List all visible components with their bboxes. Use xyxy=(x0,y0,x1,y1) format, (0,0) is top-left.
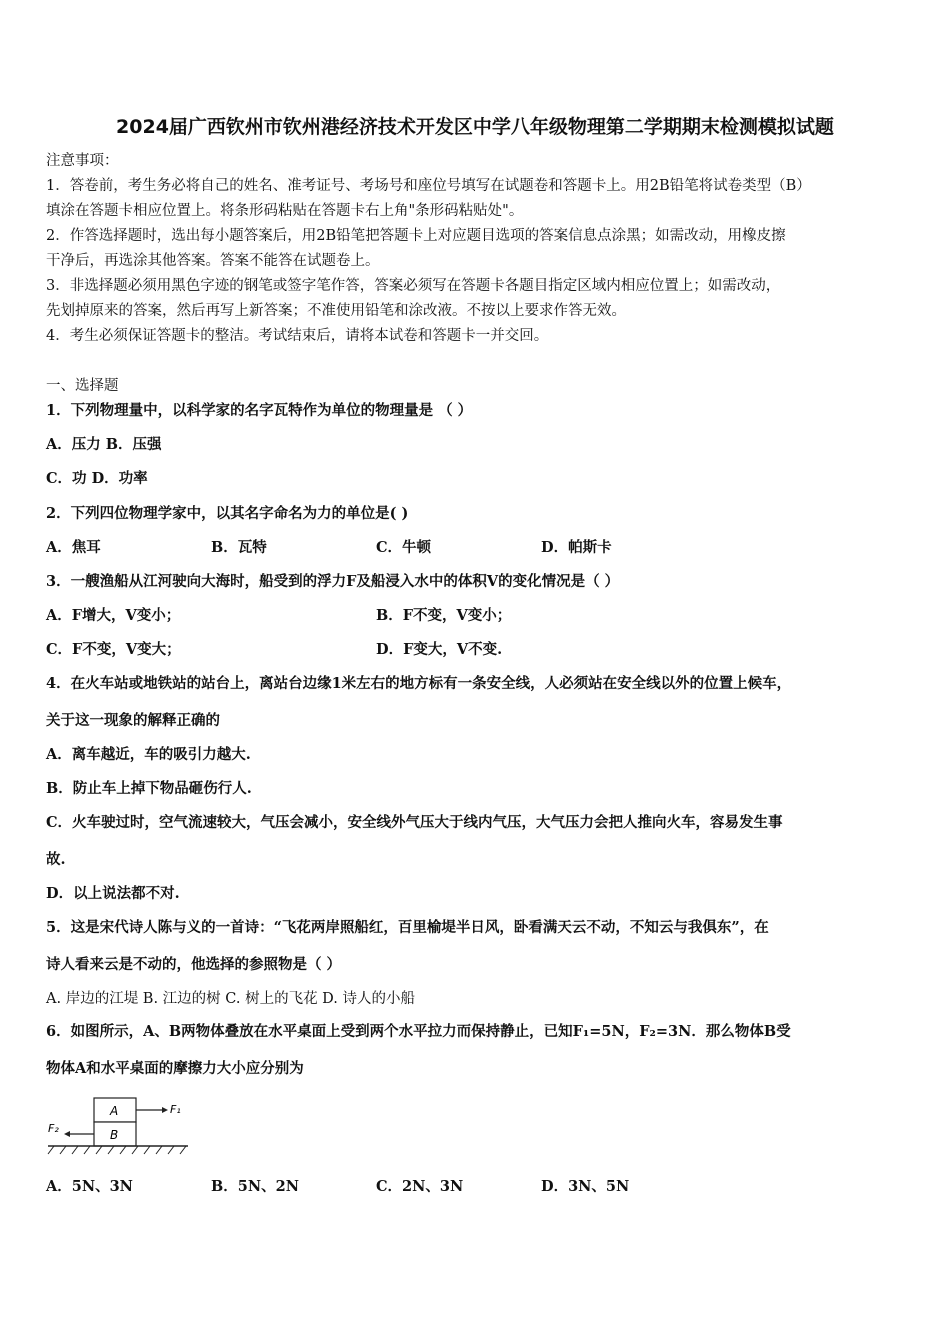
question-4-stem: 关于这一现象的解释正确的 xyxy=(46,712,220,729)
question-6-option-c: C．2N、3N xyxy=(376,1178,464,1195)
notice-line: 干净后，再选涂其他答案。答案不能答在试题卷上。 xyxy=(46,253,380,269)
block-b-label: B xyxy=(110,1128,119,1142)
question-6-stem: 物体A和水平桌面的摩擦力大小应分别为 xyxy=(46,1060,304,1077)
notice-line: 3．非选择题必须用黑色字迹的钢笔或签字笔作答，答案必须写在答题卡各题目指定区域内相应位置上；如需改动， xyxy=(46,278,781,294)
question-2-option-d: D．帕斯卡 xyxy=(541,539,612,556)
question-3-option-b: B．F不变，V变小； xyxy=(376,607,512,624)
question-4-option-c: C．火车驶过时，空气流速较大，气压会减小，安全线外气压大于线内气压，大气压力会把人推向火车，容易发生事 xyxy=(46,814,783,831)
question-5-options: A. 岸边的江堤 B. 江边的树 C. 树上的飞花 D. 诗人的小船 xyxy=(46,991,416,1007)
force-f2-label: F₂ xyxy=(48,1122,59,1135)
question-6-option-b: B．5N、2N xyxy=(211,1178,299,1195)
block-a-label: A xyxy=(110,1104,119,1118)
question-3-stem: 3．一艘渔船从江河驶向大海时，船受到的浮力F及船浸入水中的体积V的变化情况是（ ） xyxy=(46,573,620,590)
question-2-stem: 2．下列四位物理学家中，以其名字命名为力的单位是( ) xyxy=(46,505,409,522)
question-1-options: A．压力 B．压强 xyxy=(46,436,162,453)
notice-line: 2．作答选择题时，选出每小题答案后，用2B铅笔把答题卡上对应题目选项的答案信息点涂黑；如需改动，用橡皮擦 xyxy=(46,228,786,244)
question-5-stem: 诗人看来云是不动的，他选择的参照物是（ ） xyxy=(46,956,342,973)
blocks-force-figure xyxy=(44,1092,194,1160)
notice-line: 4．考生必须保证答题卡的整洁。考试结束后，请将本试卷和答题卡一并交回。 xyxy=(46,328,549,344)
question-2-option-b: B．瓦特 xyxy=(211,539,267,556)
question-4-option-c: 故. xyxy=(46,851,66,868)
notice-line: 先划掉原来的答案，然后再写上新答案；不准使用铅笔和涂改液。不按以上要求作答无效。 xyxy=(46,303,626,319)
page-title: 2024届广西钦州市钦州港经济技术开发区中学八年级物理第二学期期末检测模拟试题 xyxy=(116,116,834,138)
question-4-option-a: A．离车越近，车的吸引力越大. xyxy=(46,746,251,763)
force-f1-label: F₁ xyxy=(170,1103,181,1116)
table-hatching xyxy=(48,1146,186,1154)
question-1-stem: 1．下列物理量中，以科学家的名字瓦特作为单位的物理量是 （ ） xyxy=(46,402,473,419)
question-4-option-d: D．以上说法都不对. xyxy=(46,885,180,902)
section-heading: 一、选择题 xyxy=(46,378,119,394)
question-4-option-b: B．防止车上掉下物品砸伤行人. xyxy=(46,780,252,797)
question-3-option-d: D．F变大，V不变. xyxy=(376,641,503,658)
question-6-stem: 6．如图所示，A、B两物体叠放在水平桌面上受到两个水平拉力而保持静止，已知F₁=5N，F₂=3N．那么物体B受 xyxy=(46,1023,791,1040)
force-f2-arrowhead xyxy=(64,1131,70,1137)
notice-line: 填涂在答题卡相应位置上。将条形码粘贴在答题卡右上角"条形码粘贴处"。 xyxy=(46,203,524,219)
question-5-stem: 5．这是宋代诗人陈与义的一首诗：“飞花两岸照船红，百里榆堤半日风，卧看满天云不动，不知云与我俱东”，在 xyxy=(46,919,769,936)
force-f1-arrowhead xyxy=(162,1107,168,1113)
question-4-stem: 4．在火车站或地铁站的站台上，离站台边缘1米左右的地方标有一条安全线，人必须站在安全线以外的位置上候车， xyxy=(46,675,792,692)
question-6-option-a: A．5N、3N xyxy=(46,1178,133,1195)
question-3-option-c: C．F不变，V变大； xyxy=(46,641,181,658)
notice-heading: 注意事项： xyxy=(46,153,119,169)
question-2-option-c: C．牛顿 xyxy=(376,539,432,556)
question-2-option-a: A．焦耳 xyxy=(46,539,101,556)
question-6-option-d: D．3N、5N xyxy=(541,1178,630,1195)
notice-line: 1．答卷前，考生务必将自己的姓名、准考证号、考场号和座位号填写在试题卷和答题卡上。用2B铅笔将试卷类型（B） xyxy=(46,178,811,194)
question-1-options: C．功 D．功率 xyxy=(46,470,148,487)
question-3-option-a: A．F增大，V变小； xyxy=(46,607,181,624)
